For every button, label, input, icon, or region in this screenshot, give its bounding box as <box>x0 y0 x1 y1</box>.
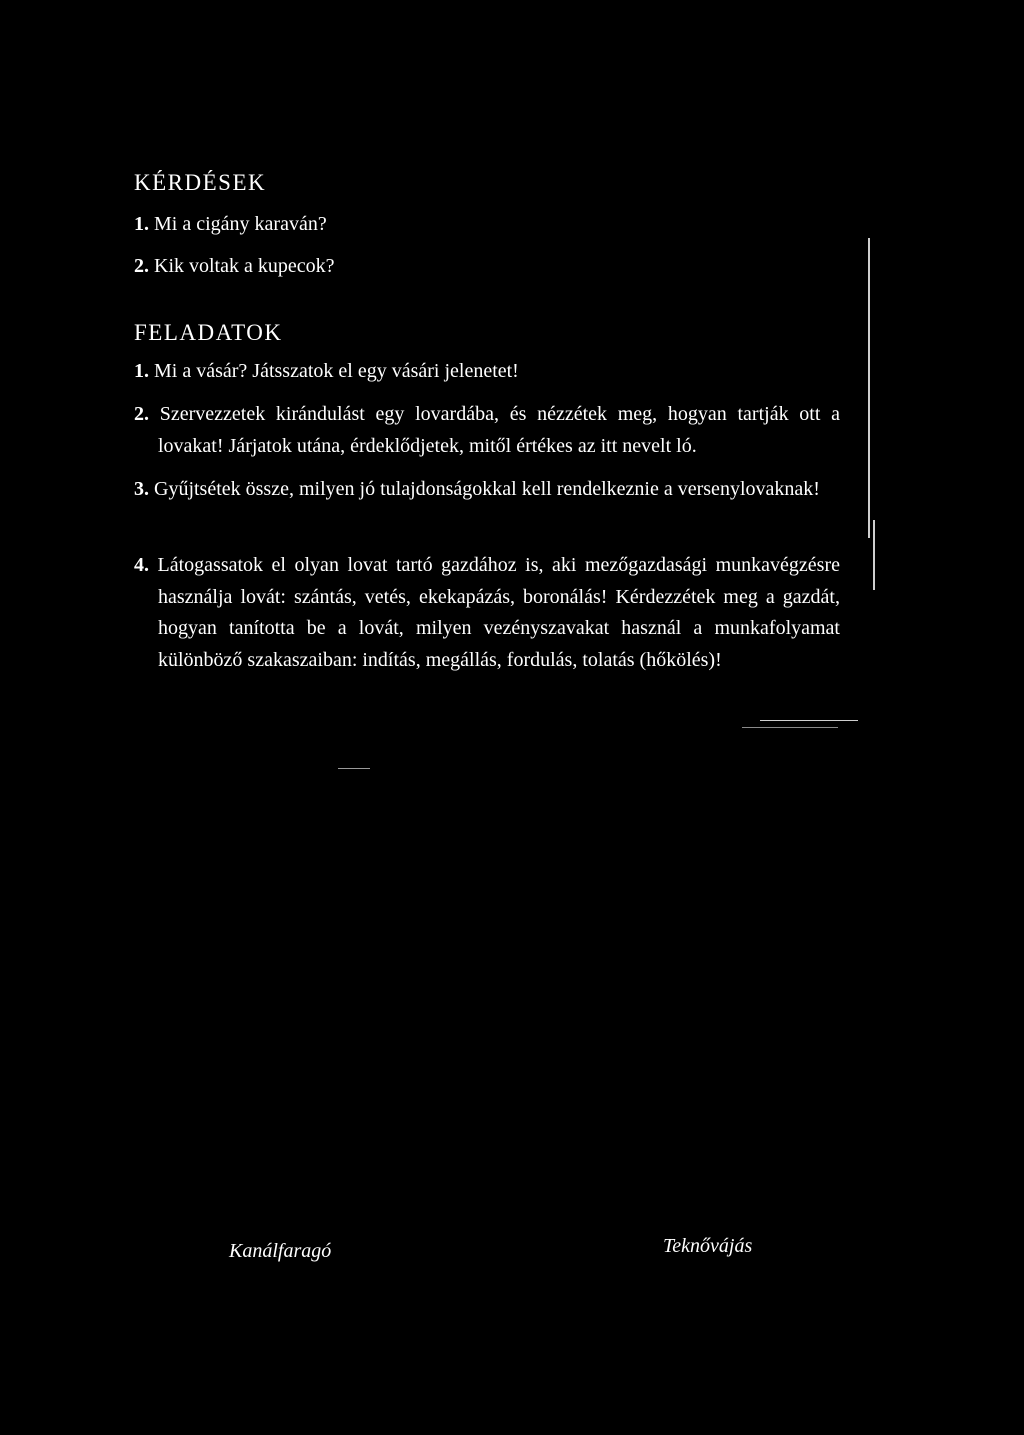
task-body <box>134 399 840 462</box>
task-body <box>134 356 840 388</box>
task-number: 3. <box>134 478 149 500</box>
question-number: 1. <box>134 213 149 235</box>
divider-rule-small <box>338 768 370 769</box>
divider-rule <box>760 720 858 721</box>
question-item <box>134 253 335 279</box>
task-item <box>134 550 840 676</box>
task-number: 4. <box>134 554 149 576</box>
question-text: Kik voltak a kupecok? <box>154 255 335 277</box>
task-number: 2. <box>134 403 149 425</box>
task-text: Szervezzetek kirándulást egy lovardába, és nézzétek meg, hogyan tartják ott a lovakat! Járjatok utána, érdeklődjetek, mitől értékes az itt nevelt ló. <box>158 403 841 457</box>
task-item <box>134 356 840 388</box>
task-item <box>134 399 840 462</box>
margin-rule-vertical <box>868 238 870 538</box>
questions-heading: KÉRDÉSEK <box>134 170 267 195</box>
task-text: Látogassatok el olyan lovat tartó gazdához is, aki mezőgazdasági munkavégzésre használja lovát: szántás, vetés, ekekapázás, boronálás! Kérdezzétek meg a gazdát, hogyan tanította be a lovát, milyen vezényszavakat használ a munkafolyamat különböző szakaszaiban: indítás, megállás, fordulás, tolatás (hőkölés)! <box>157 554 841 671</box>
tasks-heading: FELADATOK <box>134 320 283 345</box>
question-item <box>134 211 327 237</box>
divider-rule-lower <box>742 727 838 728</box>
task-text: Gyűjtsétek össze, milyen jó tulajdonságokkal kell rendelkeznie a versenylovaknak! <box>154 478 820 500</box>
task-body <box>134 474 840 506</box>
question-text: Mi a cigány karaván? <box>154 213 327 235</box>
task-text: Mi a vásár? Játsszatok el egy vásári jelenetet! <box>154 360 519 382</box>
task-body <box>134 550 840 676</box>
task-number: 1. <box>134 360 149 382</box>
image-caption-left: Kanálfaragó <box>229 1240 332 1262</box>
task-item <box>134 474 840 506</box>
image-caption-right: Teknővájás <box>663 1235 753 1257</box>
question-number: 2. <box>134 255 149 277</box>
margin-rule-vertical-short <box>873 520 875 590</box>
